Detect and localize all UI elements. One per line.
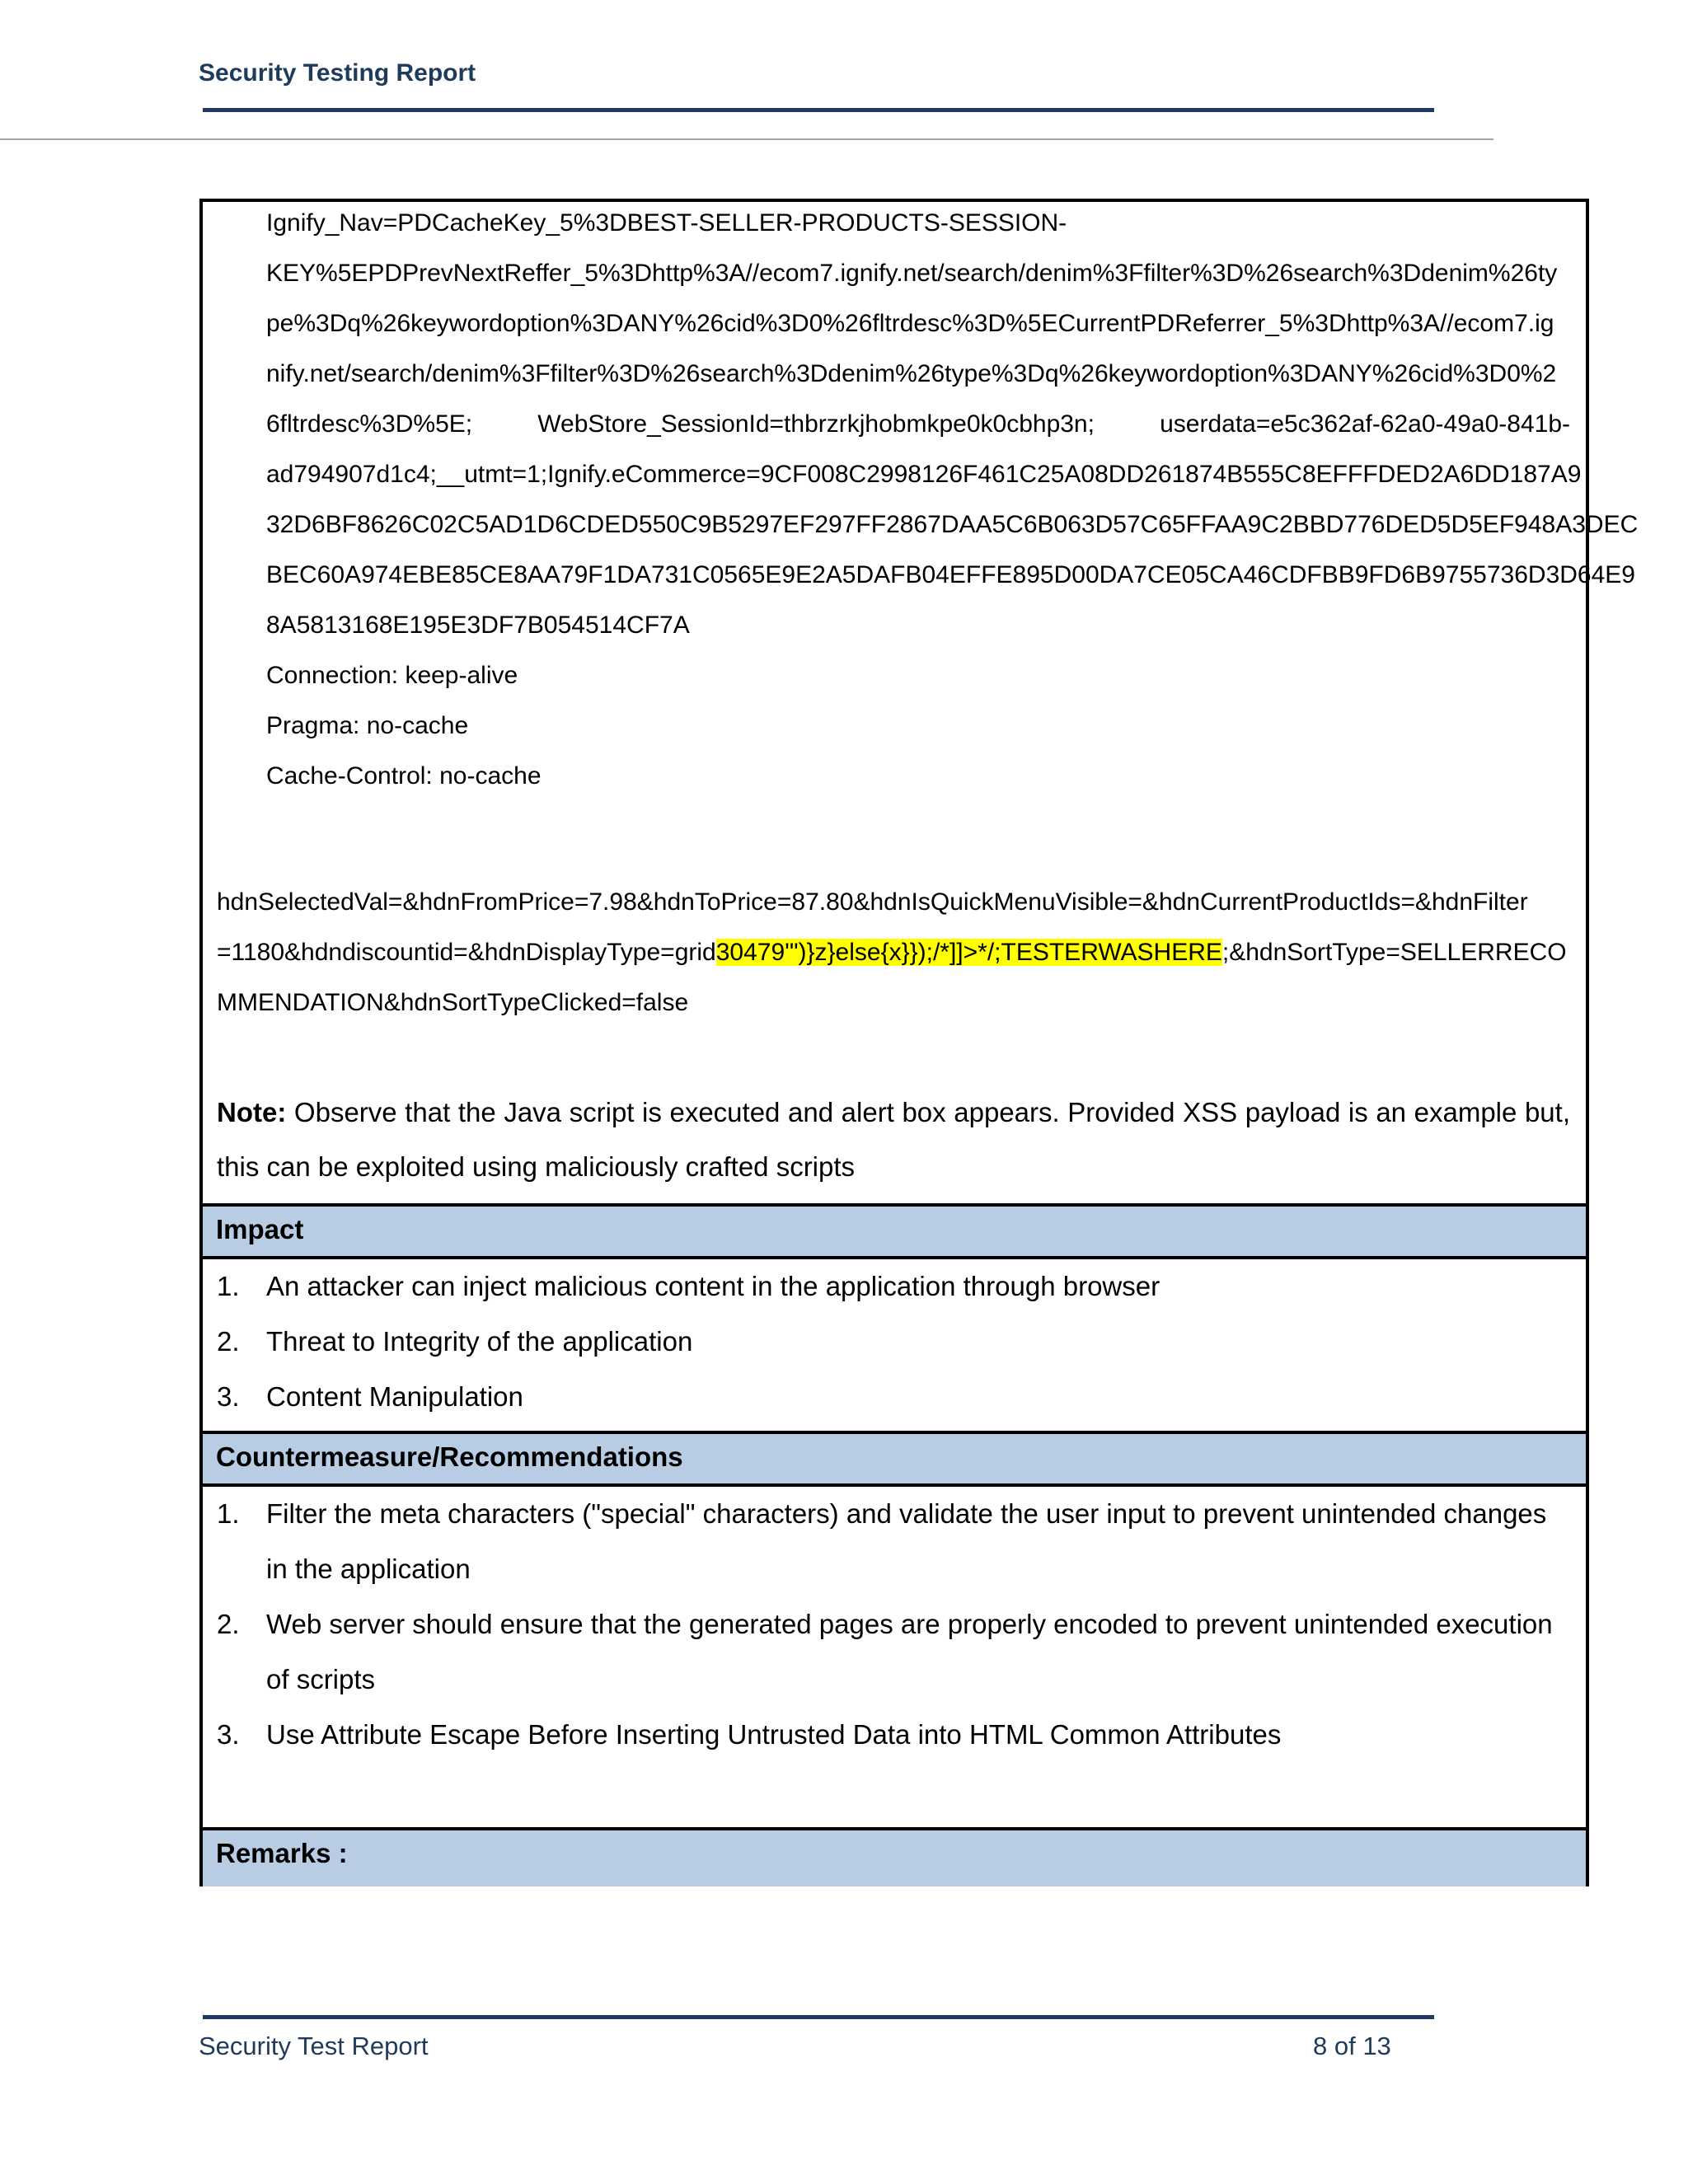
- note-label: Note:: [217, 1097, 287, 1127]
- cookie-line: nify.net/search/denim%3Ffilter%3D%26search%3Ddenim%26type%3Dq%26keywordoption%3DANY%26cid%3D0%2: [266, 360, 1557, 387]
- cookie-line: 8A5813168E195E3DF7B054514CF7A: [266, 612, 690, 639]
- list-text: Use Attribute Escape Before Inserting Untrusted Data into HTML Common Attributes: [266, 1719, 1282, 1750]
- request-body-line: MMENDATION&hdnSortTypeClicked=false: [217, 989, 689, 1016]
- page-header-title: Security Testing Report: [199, 59, 476, 87]
- list-number: 3.: [217, 1381, 240, 1412]
- request-body-line: [217, 936, 1570, 969]
- cookie-line: KEY%5EPDPrevNextReffer_5%3Dhttp%3A//ecom7.ignify.net/search/denim%3Ffilter%3D%26search%3Ddenim%26ty: [266, 260, 1558, 287]
- impact-heading-row: [203, 1203, 1586, 1259]
- note-line: [217, 1094, 1570, 1131]
- note-line: this can be exploited using maliciously crafted scripts: [217, 1151, 856, 1182]
- header-divider: [0, 138, 1493, 140]
- pragma-header: Pragma: no-cache: [266, 712, 469, 739]
- xss-payload-highlight: 30479'")}z}else{x}});/*]]>*/;TESTERWASHERE: [715, 939, 1222, 966]
- body-prefix: =1180&hdndiscountid=&hdnDisplayType=grid: [217, 939, 716, 966]
- connection-header: Connection: keep-alive: [266, 662, 518, 689]
- footer-title: Security Test Report: [199, 2032, 429, 2060]
- list-number: 2.: [217, 1326, 240, 1357]
- cookie-line: 6fltrdesc%3D%5E; WebStore_SessionId=thbrzrkjhobmkpe0k0cbhp3n; userdata=e5c362af-62a0-49a0-841b-: [266, 410, 1570, 438]
- remarks-heading-row: [203, 1827, 1586, 1886]
- impact-heading: Impact: [216, 1214, 304, 1244]
- list-text: Filter the meta characters ("special" characters) and validate the user input to prevent unintended changes: [266, 1498, 1547, 1529]
- request-body-line: hdnSelectedVal=&hdnFromPrice=7.98&hdnToPrice=87.80&hdnIsQuickMenuVisible=&hdnCurrentProductIds=&hdnFilter: [217, 888, 1528, 916]
- list-text: Web server should ensure that the generated pages are properly encoded to prevent unintended execution: [266, 1609, 1553, 1639]
- footer-rule: [203, 2015, 1434, 2019]
- list-number: 2.: [217, 1609, 240, 1639]
- note-text: Observe that the Java script is executed and alert box appears. Provided XSS payload is an example but,: [286, 1097, 1570, 1127]
- list-number: 3.: [217, 1719, 240, 1750]
- list-text: Threat to Integrity of the application: [266, 1326, 693, 1357]
- list-text: in the application: [266, 1554, 471, 1584]
- list-text: An attacker can inject malicious content in the application through browser: [266, 1271, 1160, 1301]
- cookie-line: pe%3Dq%26keywordoption%3DANY%26cid%3D0%26fltrdesc%3D%5ECurrentPDReferrer_5%3Dhttp%3A//ecom7.ig: [266, 310, 1554, 337]
- list-number: 1.: [217, 1498, 240, 1529]
- cookie-line: ad794907d1c4;__utmt=1;Ignify.eCommerce=9CF008C2998126F461C25A08DD261874B555C8EFFFDED2A6DD187A9: [266, 461, 1582, 488]
- cookie-line: BEC60A974EBE85CE8AA79F1DA731C0565E9E2A5DAFB04EFFE895D00DA7CE05CA46CDFBB9FD6B9755736D3D64E9: [266, 561, 1635, 588]
- list-text: Content Manipulation: [266, 1381, 523, 1412]
- list-text: of scripts: [266, 1664, 376, 1694]
- page-number: 8 of 13: [1313, 2032, 1391, 2060]
- cache-control-header: Cache-Control: no-cache: [266, 762, 542, 790]
- cookie-line: 32D6BF8626C02C5AD1D6CDED550C9B5297EF297FF2867DAA5C6B063D57C65FFAA9C2BBD776DED5D5EF948A3DEC: [266, 511, 1639, 538]
- header-rule: [203, 108, 1434, 112]
- countermeasure-heading: Countermeasure/Recommendations: [216, 1441, 683, 1472]
- finding-table: [199, 199, 1639, 1886]
- body-suffix: ;&hdnSortType=SELLERRECO: [1221, 939, 1567, 966]
- cookie-line: Ignify_Nav=PDCacheKey_5%3DBEST-SELLER-PRODUCTS-SESSION-: [266, 209, 1067, 237]
- countermeasure-heading-row: [203, 1431, 1586, 1487]
- remarks-heading: Remarks :: [216, 1838, 348, 1868]
- list-number: 1.: [217, 1271, 240, 1301]
